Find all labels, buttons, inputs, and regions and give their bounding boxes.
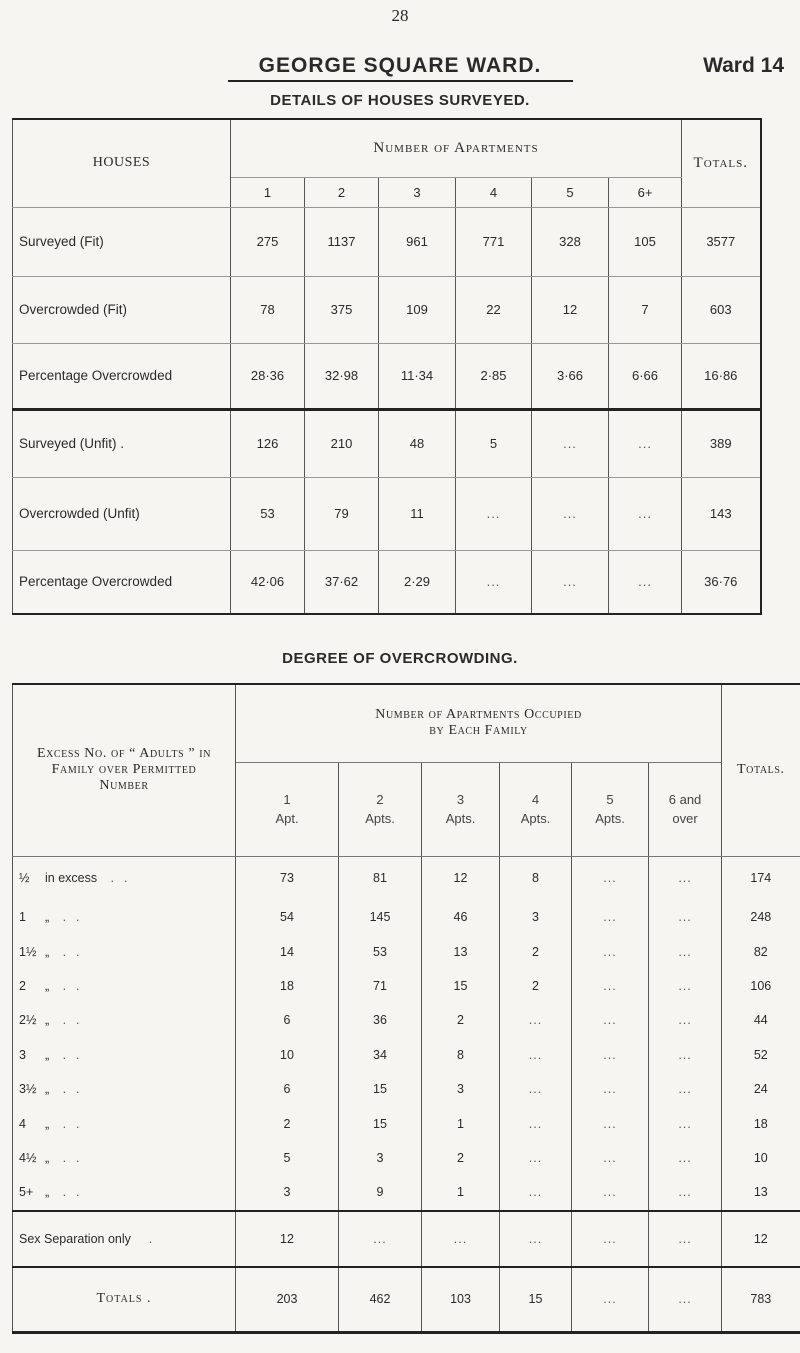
cell-value: 2 [236,1106,339,1140]
row-total: 24 [722,1072,800,1106]
excess-label [13,1175,236,1210]
col-header: 2 [305,177,379,207]
cell-value: ... [649,934,722,968]
cell-value: 109 [379,276,456,343]
cell-value: 34 [339,1038,422,1072]
row-label: Percentage Overcrowded [13,550,231,614]
table-row [13,207,761,276]
totals-label: Totals . [13,1267,236,1333]
col-header [572,762,649,856]
col-header [500,762,572,856]
cell-value: ... [572,1072,649,1106]
cell-value: ... [572,1106,649,1140]
cell-value: 2 [500,969,572,1003]
table-row [13,900,800,934]
cell-value: 2 [500,934,572,968]
cell-value: 961 [379,207,456,276]
cell-value: ... [649,1211,722,1267]
cell-value: 42·06 [231,550,305,614]
table-row [13,343,761,409]
row-total: 82 [722,934,800,968]
cell-value: ... [500,1211,572,1267]
cell-value: 53 [339,934,422,968]
cell-value: 275 [231,207,305,276]
ward-title: GEORGE SQUARE WARD. [258,54,542,77]
excess-suffix: „ [45,910,50,925]
cell-value: ... [500,1072,572,1106]
cell-value: ... [609,409,682,477]
excess-label [13,900,236,934]
excess-label [13,856,236,900]
degree-overcrowding-table [12,683,800,1334]
cell-value: 73 [236,856,339,900]
cell-value: ... [649,1267,722,1333]
cell-value: ... [649,1175,722,1210]
page-number: 28 [391,6,409,25]
excess-suffix: „ [45,1116,50,1131]
leader-dots: . . [49,1116,81,1131]
row-total: 16·86 [682,343,761,409]
cell-value: 37·62 [305,550,379,614]
cell-value: 36 [339,1003,422,1037]
excess-amount: 5+ [19,1185,34,1200]
col-header [649,762,722,856]
excess-suffix: „ [45,1047,50,1062]
cell-value: 11 [379,477,456,550]
cell-value: ... [572,969,649,1003]
cell-value: 3 [500,900,572,934]
cell-value: 2·29 [379,550,456,614]
excess-amount: 1½ [19,944,37,959]
totals-row [13,1267,800,1333]
cell-value: ... [572,1141,649,1175]
row-total: 603 [682,276,761,343]
excess-label [13,1141,236,1175]
cell-value: 5 [236,1141,339,1175]
ward-number: Ward 14 [703,54,784,77]
row-total: 143 [682,477,761,550]
cell-value: ... [649,1072,722,1106]
occupied-header-line2: by Each Family [429,723,528,739]
col-header: 5 [532,177,609,207]
table-row [13,1038,800,1072]
grand-total: 783 [722,1267,800,1333]
row-total: 248 [722,900,800,934]
cell-value: 1 [422,1106,500,1140]
cell-value: 54 [236,900,339,934]
cell-value: 203 [236,1267,339,1333]
leader-dots: . [130,1231,154,1246]
cell-value: ... [456,477,532,550]
table-row [13,550,761,614]
col-header-line1: 4 [531,792,540,807]
cell-value: 22 [456,276,532,343]
cell-value: ... [649,1038,722,1072]
cell-value: ... [339,1211,422,1267]
cell-value: ... [572,1003,649,1037]
leader-dots: . . [49,944,81,959]
col-header-line1: 2 [376,792,384,807]
cell-value: 126 [231,409,305,477]
table-row [13,1106,800,1140]
excess-amount: 4½ [19,1150,37,1165]
excess-amount: 1 [19,910,26,925]
cell-value: 53 [231,477,305,550]
col-header-line2: Apts. [445,811,476,826]
cell-value: 5 [456,409,532,477]
table-row [13,969,800,1003]
occupied-header-line1: Number of Apartments Occupied [375,707,582,723]
col-header-line2: over [672,811,698,826]
cell-value: 48 [379,409,456,477]
cell-value: 14 [236,934,339,968]
cell-value: 375 [305,276,379,343]
excess-amount: 3 [19,1047,26,1062]
cell-value: 3 [339,1141,422,1175]
leader-dots: . . [49,1047,81,1062]
cell-value: ... [649,856,722,900]
cell-value: 210 [305,409,379,477]
col-header-line1: 5 [606,792,614,807]
col-header: 4 [456,177,532,207]
cell-value: 3 [236,1175,339,1210]
excess-label [13,1106,236,1140]
table-row [13,276,761,343]
table-row [13,1072,800,1106]
leader-dots: . . [97,871,129,886]
occupied-group-header [236,684,722,762]
cell-value: 105 [609,207,682,276]
excess-suffix: „ [45,1013,50,1028]
col-header [339,762,422,856]
excess-suffix: „ [45,944,50,959]
cell-value: ... [532,409,609,477]
row-total: 13 [722,1175,800,1210]
cell-value: 462 [339,1267,422,1333]
col-header [236,762,339,856]
excess-suffix: „ [45,1150,50,1165]
row-total: 12 [722,1211,800,1267]
cell-value: 3 [422,1072,500,1106]
row-total: 389 [682,409,761,477]
cell-value: 13 [422,934,500,968]
cell-value: 7 [609,276,682,343]
cell-value: 771 [456,207,532,276]
cell-value: 81 [339,856,422,900]
excess-amount: 4 [19,1116,26,1131]
cell-value: 46 [422,900,500,934]
table-row [13,856,800,900]
cell-value: 78 [231,276,305,343]
cell-value: 1137 [305,207,379,276]
row-label: Overcrowded (Unfit) [13,477,231,550]
cell-value: 2 [422,1003,500,1037]
table-row [13,409,761,477]
cell-value: 12 [422,856,500,900]
cell-value: 2 [422,1141,500,1175]
row-label: Overcrowded (Fit) [13,276,231,343]
col-header-line2: Apt. [275,811,299,826]
cell-value: ... [572,856,649,900]
cell-value: ... [500,1038,572,1072]
cell-value: ... [572,1038,649,1072]
excess-row-header: Excess No. of “ Adults ” in Family over Permitted Number [13,684,236,856]
cell-value: ... [649,969,722,1003]
cell-value: 1 [422,1175,500,1210]
sex-separation-row [13,1211,800,1267]
houses-row-header: HOUSES [13,119,231,207]
leader-dots: . . [49,910,81,925]
row-label: Surveyed (Fit) [13,207,231,276]
cell-value: 6 [236,1003,339,1037]
col-header-line1: 1 [283,792,291,807]
cell-value: ... [572,934,649,968]
cell-value: ... [532,550,609,614]
cell-value: 32·98 [305,343,379,409]
cell-value: 12 [236,1211,339,1267]
row-total: 36·76 [682,550,761,614]
leader-dots: . . [49,1150,81,1165]
excess-amount: 3½ [19,1082,37,1097]
excess-label [13,1072,236,1106]
cell-value: ... [532,477,609,550]
row-label: Percentage Overcrowded [13,343,231,409]
col-header [422,762,500,856]
table-row [13,1141,800,1175]
sex-separation-text: Sex Separation only [19,1231,131,1246]
cell-value: 6·66 [609,343,682,409]
cell-value: 15 [339,1106,422,1140]
row-total: 52 [722,1038,800,1072]
cell-value: ... [572,1175,649,1210]
excess-label [13,934,236,968]
cell-value: ... [609,550,682,614]
cell-value: 145 [339,900,422,934]
excess-suffix: „ [45,1185,50,1200]
leader-dots: . . [49,978,81,993]
excess-suffix: in excess [45,871,98,886]
cell-value: 12 [532,276,609,343]
table-row [13,1003,800,1037]
col-header: 6+ [609,177,682,207]
cell-value: ... [500,1106,572,1140]
col-header-line2: Apts. [595,811,625,826]
houses-section-title: DETAILS OF HOUSES SURVEYED. [270,92,530,109]
cell-value: 2·85 [456,343,532,409]
row-total: 174 [722,856,800,900]
leader-dots: . . [49,1185,81,1200]
cell-value: ... [572,1267,649,1333]
cell-value: ... [500,1141,572,1175]
degree-section-title: DEGREE OF OVERCROWDING. [282,650,518,667]
row-total: 106 [722,969,800,1003]
cell-value: 28·36 [231,343,305,409]
cell-value: 18 [236,969,339,1003]
cell-value: 9 [339,1175,422,1210]
table-row [13,477,761,550]
table-row [13,934,800,968]
cell-value: 15 [339,1072,422,1106]
cell-value: 10 [236,1038,339,1072]
col-header: 1 [231,177,305,207]
sex-separation-label [13,1211,236,1267]
row-label: Surveyed (Unfit) . [13,409,231,477]
excess-amount: 2½ [19,1013,37,1028]
excess-suffix: „ [45,1082,50,1097]
totals-header: Totals. [682,119,761,207]
ward-title-underline [228,80,573,82]
cell-value: 15 [500,1267,572,1333]
table-row [13,1175,800,1210]
col-header: 3 [379,177,456,207]
row-total: 3577 [682,207,761,276]
row-total: 10 [722,1141,800,1175]
col-header-line2: Apts. [365,811,395,826]
excess-amount: ½ [19,871,30,886]
excess-amount: 2 [19,978,26,993]
cell-value: 8 [422,1038,500,1072]
cell-value: ... [609,477,682,550]
cell-value: ... [649,900,722,934]
cell-value: 8 [500,856,572,900]
cell-value: 6 [236,1072,339,1106]
row-total: 44 [722,1003,800,1037]
leader-dots: . . [49,1013,81,1028]
col-header-line1: 6 and [668,792,702,807]
col-header-line1: 3 [456,792,465,807]
cell-value: 79 [305,477,379,550]
excess-label [13,1038,236,1072]
cell-value: 3·66 [532,343,609,409]
leader-dots: . . [49,1082,81,1097]
col-header-line2: Apts. [520,811,551,826]
cell-value: ... [422,1211,500,1267]
cell-value: ... [649,1003,722,1037]
cell-value: 328 [532,207,609,276]
apartments-group-header: Number of Apartments [231,119,682,177]
totals-header: Totals. [722,684,800,856]
excess-label [13,1003,236,1037]
cell-value: ... [649,1106,722,1140]
excess-suffix: „ [45,978,50,993]
cell-value: ... [649,1141,722,1175]
cell-value: 15 [422,969,500,1003]
cell-value: ... [500,1175,572,1210]
houses-surveyed-table [12,118,762,615]
excess-label [13,969,236,1003]
cell-value: ... [456,550,532,614]
cell-value: ... [572,900,649,934]
cell-value: ... [500,1003,572,1037]
cell-value: 71 [339,969,422,1003]
row-total: 18 [722,1106,800,1140]
cell-value: 103 [422,1267,500,1333]
cell-value: 11·34 [379,343,456,409]
cell-value: ... [572,1211,649,1267]
